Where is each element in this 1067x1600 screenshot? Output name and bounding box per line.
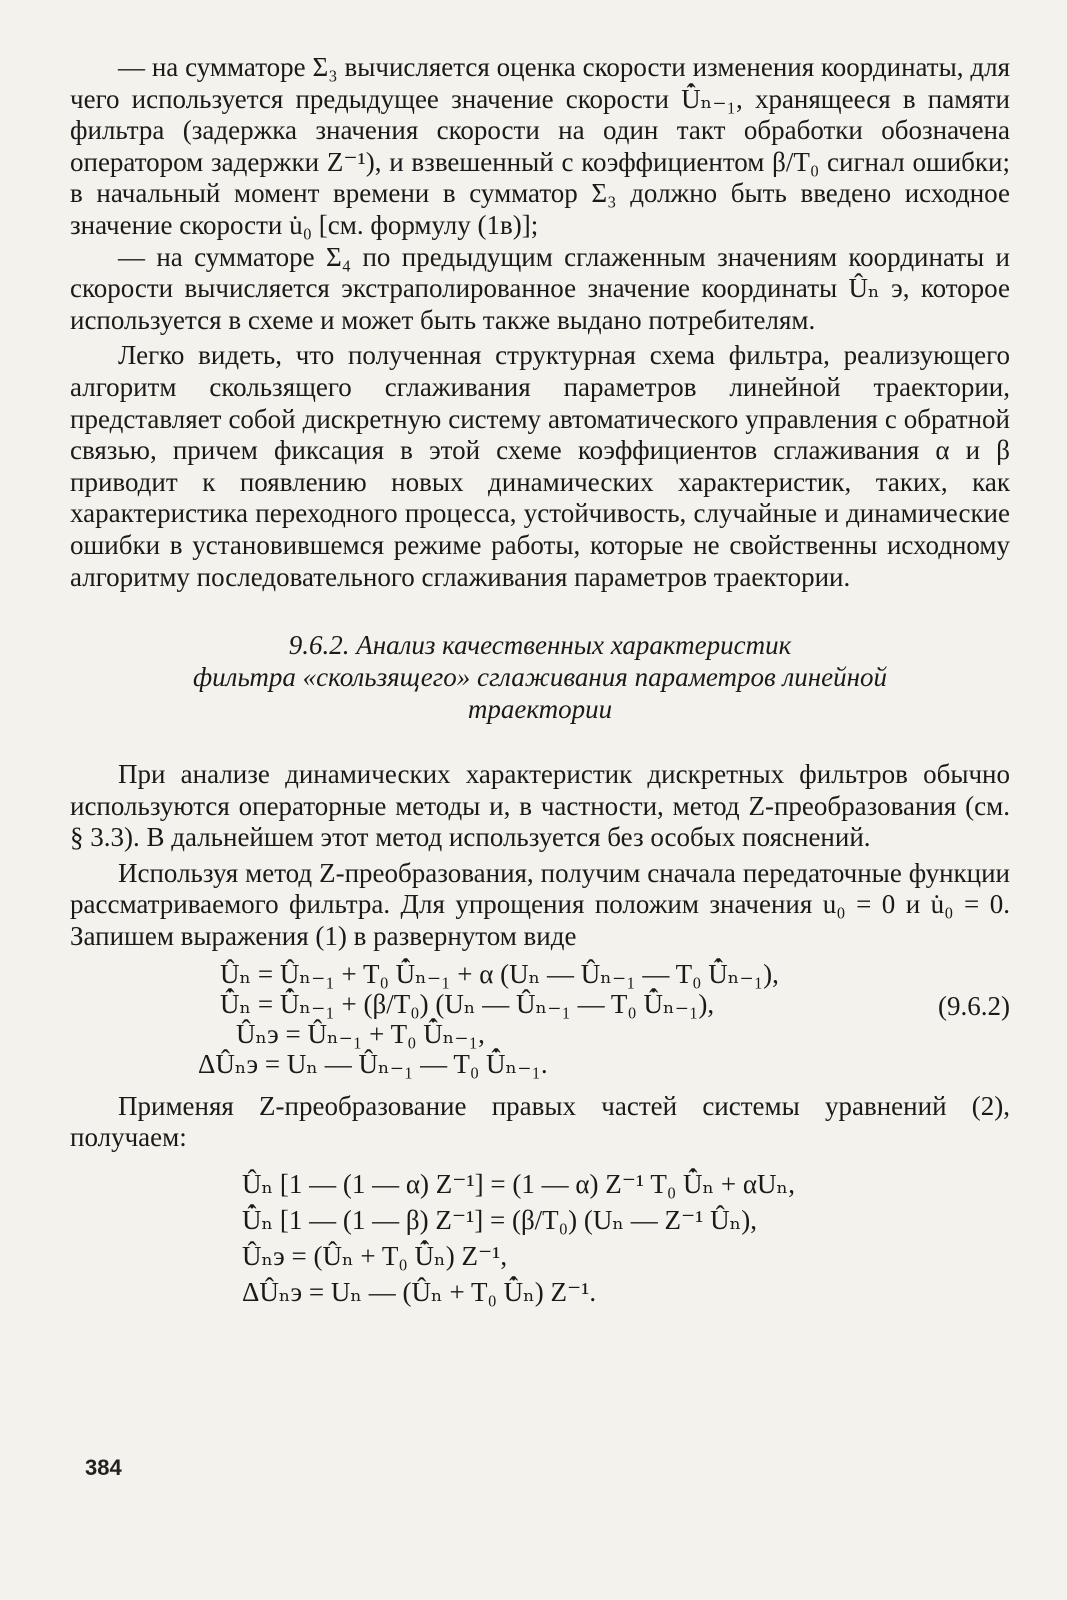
z-equation-line-3: Ûₙэ = (Ûₙ + T₀ U̇̂ₙ) Z⁻¹, [242, 1240, 508, 1271]
equation-line-1: Ûₙ = Ûₙ₋₁ + T₀ U̇̂ₙ₋₁ + α (Uₙ — Ûₙ₋₁ — T₀ U̇̂ₙ₋₁), [220, 958, 779, 989]
equation-number: (9.6.2) [938, 990, 1010, 1021]
paragraph-sum4: — на сумматоре Σ₄ по предыдущим сглаженным значениям координаты и скорости вычисляется экстраполированное значение координаты Ûₙ э, которое используется в схеме и может быть также выдано потребителям. [70, 241, 1010, 335]
section-heading-line-3: траектории [467, 694, 613, 725]
z-equation-line-2: U̇̂ₙ [1 — (1 — β) Z⁻¹] = (β/T₀) (Uₙ — Z⁻¹ Ûₙ), [242, 1204, 758, 1235]
paragraph-transfer-functions: Используя метод Z-преобразования, получим сначала передаточные функции рассматриваемого фильтра. Для упрощения положим значения u₀ = 0 и u̇₀ = 0. Запишем выражения (1) в развернутом виде [70, 857, 1010, 952]
paragraph-sum3: — на сумматоре Σ₃ вычисляется оценка скорости изменения координаты, для чего используется предыдущее значение скорости U̇̂ₙ₋₁, хранящееся в памяти фильтра (задержка значения скорости на один такт обработки обозначена оператором задержки Z⁻¹), и взвешенный с коэффициентом β/T₀ сигнал ошибки; в начальный момент времени в сумматор Σ₃ должно быть введено исходное значение скорости u̇₀ [см. формулу (1в)]; [70, 52, 1010, 240]
z-equation-line-4: ΔÛₙэ = Uₙ — (Ûₙ + T₀ U̇̂ₙ) Z⁻¹. [242, 1276, 597, 1307]
section-heading [70, 629, 1010, 725]
paragraph-analysis-methods: При анализе динамических характеристик дискретных фильтров обычно используются операторные методы и, в частности, метод Z-преобразования (см. § 3.3). В дальнейшем этот метод используется без особых пояснений. [70, 759, 1010, 853]
section-heading-line-1: 9.6.2. Анализ качественных характеристик [288, 630, 792, 661]
page-number: 384 [85, 1455, 122, 1480]
equation-system-z-transformed [70, 1166, 1010, 1310]
paragraph-apply-z-transform: Применяя Z-преобразование правых частей системы уравнений (2), получаем: [70, 1090, 1010, 1153]
equation-line-4: ΔÛₙэ = Uₙ — Ûₙ₋₁ — T₀ U̇̂ₙ₋₁. [198, 1048, 548, 1079]
equation-line-2: U̇̂ₙ = U̇̂ₙ₋₁ + (β/T₀) (Uₙ — Ûₙ₋₁ — T₀ U̇̂ₙ₋₁), [220, 988, 715, 1019]
section-heading-line-2: фильтра «скользящего» сглаживания параметров линейной [193, 662, 887, 693]
equation-line-3: Ûₙэ = Ûₙ₋₁ + T₀ U̇̂ₙ₋₁, [236, 1018, 485, 1049]
equation-system-9-6-2 [70, 959, 1010, 1079]
paragraph-structure-summary: Легко видеть, что полученная структурная схема фильтра, реализующего алгоритм скользящего сглаживания параметров линейной траектории, представляет собой дискретную систему автоматического управления с обратной связью, причем фиксация в этой схеме коэффициентов сглаживания α и β приводит к появлению новых динамических характеристик, таких, как характеристика переходного процесса, устойчивость, случайные и динамические ошибки в установившемся режиме работы, которые не свойственны исходному алгоритму последовательного сглаживания параметров траектории. [70, 340, 1010, 592]
z-equation-line-1: Ûₙ [1 — (1 — α) Z⁻¹] = (1 — α) Z⁻¹ T₀ U̇̂ₙ + αUₙ, [242, 1168, 795, 1199]
book-page [70, 52, 1010, 1310]
